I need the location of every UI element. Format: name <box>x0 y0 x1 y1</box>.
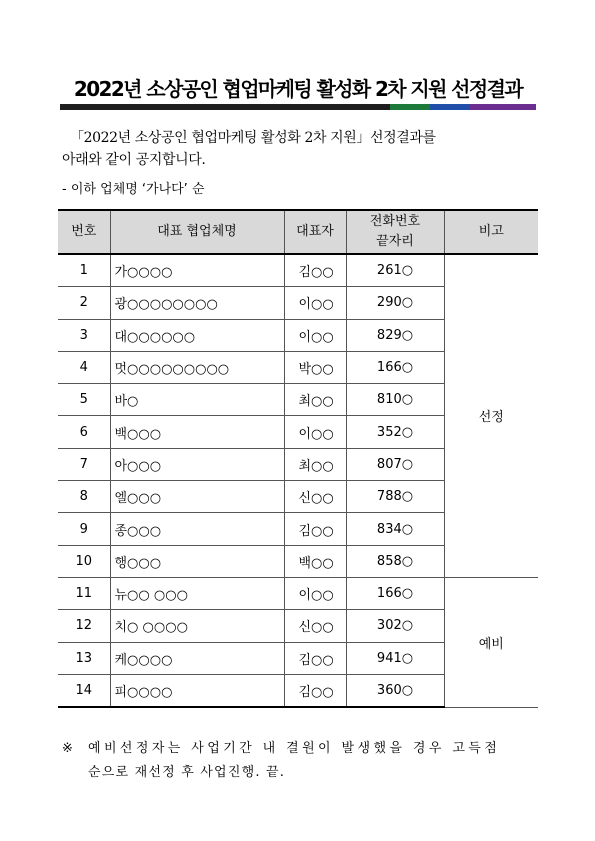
row-representative: 최○○ <box>284 448 346 480</box>
intro-line-2: 아래와 같이 공지합니다. <box>62 152 206 168</box>
footnote-line-1: 예비선정자는 사업기간 내 결원이 발생했을 경우 고득점 <box>88 741 501 756</box>
row-phone: 810○ <box>346 384 444 416</box>
row-company-name: 바○ <box>110 384 284 416</box>
row-representative: 김○○ <box>284 513 346 545</box>
header-note: 비고 <box>444 210 538 254</box>
row-company-name: 대○○○○○○ <box>110 319 284 351</box>
row-number: 6 <box>58 416 110 448</box>
row-number: 10 <box>58 545 110 577</box>
sort-order-note: - 이하 업체명 ‘가나다’ 순 <box>62 182 205 197</box>
row-phone: 352○ <box>346 416 444 448</box>
header-phone-line-2: 끝자리 <box>376 234 414 249</box>
row-company-name: 엘○○○ <box>110 481 284 513</box>
title-bar-segment-black <box>60 104 390 110</box>
row-phone: 261○ <box>346 254 444 287</box>
row-number: 4 <box>58 351 110 383</box>
row-representative: 박○○ <box>284 351 346 383</box>
row-phone: 302○ <box>346 610 444 642</box>
row-representative: 김○○ <box>284 254 346 287</box>
table-header-row <box>58 210 538 254</box>
title-bar-segment-blue <box>430 104 470 110</box>
row-representative: 이○○ <box>284 287 346 319</box>
row-company-name: 피○○○○ <box>110 674 284 707</box>
row-company-name: 뉴○○ ○○○ <box>110 577 284 609</box>
row-company-name: 광○○○○○○○○ <box>110 287 284 319</box>
row-number: 3 <box>58 319 110 351</box>
header-number: 번호 <box>58 210 110 254</box>
row-company-name: 백○○○ <box>110 416 284 448</box>
row-number: 1 <box>58 254 110 287</box>
row-company-name: 치○ ○○○○ <box>110 610 284 642</box>
row-phone: 360○ <box>346 674 444 707</box>
header-company-name: 대표 협업체명 <box>110 210 284 254</box>
title-underline-bar <box>60 104 536 110</box>
footnote-line-1-wrapper <box>62 737 540 761</box>
title-bar-segment-green <box>390 104 430 110</box>
row-phone: 858○ <box>346 545 444 577</box>
row-number: 8 <box>58 481 110 513</box>
row-number: 11 <box>58 577 110 609</box>
group-label-reserve: 예비 <box>444 577 538 707</box>
table-row <box>58 577 538 609</box>
row-company-name: 아○○○ <box>110 448 284 480</box>
row-representative: 신○○ <box>284 610 346 642</box>
row-phone: 941○ <box>346 642 444 674</box>
row-company-name: 멋○○○○○○○○○ <box>110 351 284 383</box>
row-representative: 김○○ <box>284 642 346 674</box>
row-number: 14 <box>58 674 110 707</box>
row-representative: 김○○ <box>284 674 346 707</box>
row-phone: 166○ <box>346 577 444 609</box>
title-bar-segment-purple <box>470 104 536 110</box>
row-number: 2 <box>58 287 110 319</box>
row-representative: 최○○ <box>284 384 346 416</box>
table-row <box>58 254 538 287</box>
row-phone: 166○ <box>346 351 444 383</box>
intro-line-1: 「2022년 소상공인 협업마케팅 활성화 2차 지원」선정결과를 <box>70 130 436 146</box>
header-phone-line-1: 전화번호 <box>369 214 421 229</box>
row-company-name: 종○○○ <box>110 513 284 545</box>
row-representative: 백○○ <box>284 545 346 577</box>
row-phone: 807○ <box>346 448 444 480</box>
row-phone: 290○ <box>346 287 444 319</box>
row-representative: 이○○ <box>284 319 346 351</box>
row-company-name: 가○○○○ <box>110 254 284 287</box>
row-number: 13 <box>58 642 110 674</box>
row-representative: 신○○ <box>284 481 346 513</box>
header-phone <box>346 210 444 254</box>
footnote-line-2: 순으로 재선정 후 사업진행. 끝. <box>88 765 286 780</box>
row-phone: 834○ <box>346 513 444 545</box>
row-number: 7 <box>58 448 110 480</box>
row-representative: 이○○ <box>284 416 346 448</box>
row-company-name: 케○○○○ <box>110 642 284 674</box>
page-title: 2022년 소상공인 협업마케팅 활성화 2차 지원 선정결과 <box>73 77 523 101</box>
row-company-name: 행○○○ <box>110 545 284 577</box>
row-number: 5 <box>58 384 110 416</box>
row-phone: 829○ <box>346 319 444 351</box>
row-representative: 이○○ <box>284 577 346 609</box>
selection-result-table <box>58 209 538 708</box>
reference-mark-icon: ※ <box>62 741 73 756</box>
footnote <box>62 737 540 785</box>
row-number: 9 <box>58 513 110 545</box>
row-phone: 788○ <box>346 481 444 513</box>
intro-paragraph <box>62 127 538 171</box>
header-representative: 대표자 <box>284 210 346 254</box>
row-number: 12 <box>58 610 110 642</box>
group-label-selected: 선정 <box>444 254 538 577</box>
